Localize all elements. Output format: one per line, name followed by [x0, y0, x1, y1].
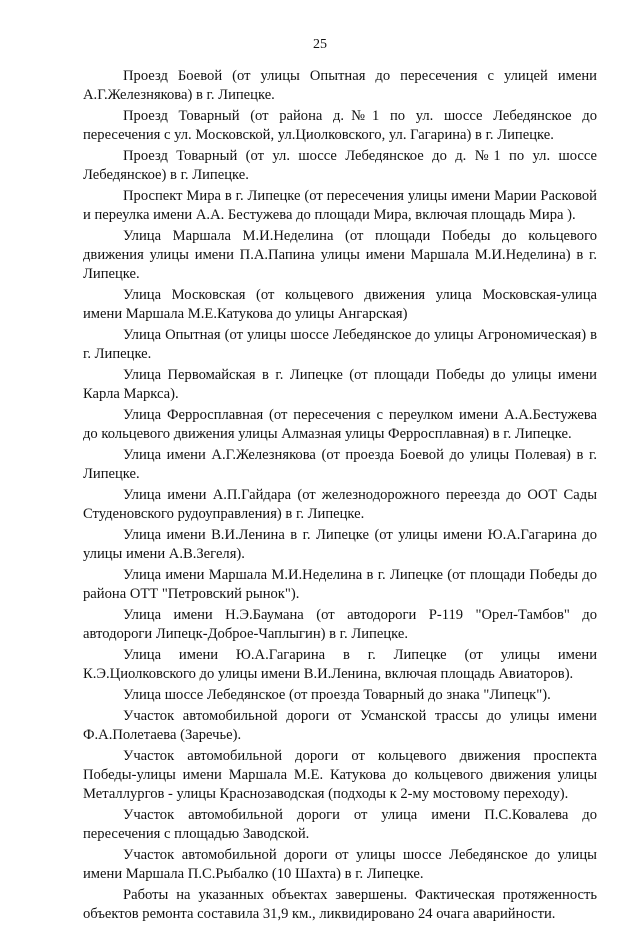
paragraph: Проезд Боевой (от улицы Опытная до пересечения с улицей имени А.Г.Железнякова) в г. Липецке. — [83, 68, 597, 103]
paragraph: Участок автомобильной дороги от кольцевого движения проспекта Победы-улицы имени Маршала М.Е. Катукова до кольцевого движения улицы Металлургов - улицы Краснозаводская (подходы к 2-му мостовому переходу). — [83, 748, 597, 802]
paragraph: Проезд Товарный (от ул. шоссе Лебедянское до д. №1 по ул. шоссе Лебедянское) в г. Липецке. — [83, 148, 597, 183]
paragraph: Участок автомобильной дороги от улицы шоссе Лебедянское до улицы имени Маршала П.С.Рыбалко (10 Шахта) в г. Липецке. — [83, 847, 597, 882]
paragraph: Улица имени Маршала М.И.Неделина в г. Липецке (от площади Победы до района ОТТ "Петровский рынок"). — [83, 567, 597, 602]
paragraph: Улица имени Ю.А.Гагарина в г. Липецке (от улицы имени К.Э.Циолковского до улицы имени В.И.Ленина, включая площадь Авиаторов). — [83, 647, 597, 682]
paragraph: Проезд Товарный (от района д.№1 по ул. шоссе Лебедянское до пересечения с ул. Московской, ул.Циолковского, ул. Гагарина) в г. Липецке. — [83, 108, 597, 143]
paragraph: Улица Опытная (от улицы шоссе Лебедянское до улицы Агрономическая) в г. Липецке. — [83, 327, 597, 362]
paragraph: Участок автомобильной дороги от Усманской трассы до улицы имени Ф.А.Полетаева (Заречье). — [83, 708, 597, 743]
paragraph: Улица шоссе Лебедянское (от проезда Товарный до знака "Липецк"). — [123, 687, 551, 703]
paragraph: Улица Маршала М.И.Неделина (от площади Победы до кольцевого движения улицы имени П.А.Папина улицы имени Маршала М.И.Неделина) в г. Липецке. — [83, 228, 597, 282]
paragraph: Улица имени Н.Э.Баумана (от автодороги Р-119 "Орел-Тамбов" до автодороги Липецк-Доброе-Чаплыгин) в г. Липецке. — [83, 607, 597, 642]
paragraph: Улица Московская (от кольцевого движения улица Московская-улица имени Маршала М.Е.Катукова до улицы Ангарская) — [83, 287, 597, 322]
page-number: 25 — [313, 37, 327, 52]
paragraph: Улица имени А.Г.Железнякова (от проезда Боевой до улицы Полевая) в г. Липецке. — [83, 447, 597, 482]
paragraph: Проспект Мира в г. Липецке (от пересечения улицы имени Марии Расковой и переулка имени А.А. Бестужева до площади Мира, включая площадь Мира ). — [83, 188, 597, 223]
paragraph: Улица имени В.И.Ленина в г. Липецке (от улицы имени Ю.А.Гагарина до улицы имени А.В.Зегеля). — [83, 527, 597, 562]
paragraph: Улица Первомайская в г. Липецке (от площади Победы до улицы имени Карла Маркса). — [83, 367, 597, 402]
paragraph: Работы на указанных объектах завершены. Фактическая протяженность объектов ремонта составила 31,9 км., ликвидировано 24 очага аварийности. — [83, 887, 597, 922]
paragraph: Участок автомобильной дороги от улица имени П.С.Ковалева до пересечения с площадью Заводской. — [83, 807, 597, 842]
paragraph: Улица имени А.П.Гайдара (от железнодорожного переезда до ООТ Сады Студеновского рудоуправления) в г. Липецке. — [83, 487, 597, 522]
document-body — [83, 67, 597, 926]
paragraph: Улица Ферросплавная (от пересечения с переулком имени А.А.Бестужева до кольцевого движения улицы Алмазная улицы Ферросплавная) в г. Липецке. — [83, 407, 597, 442]
